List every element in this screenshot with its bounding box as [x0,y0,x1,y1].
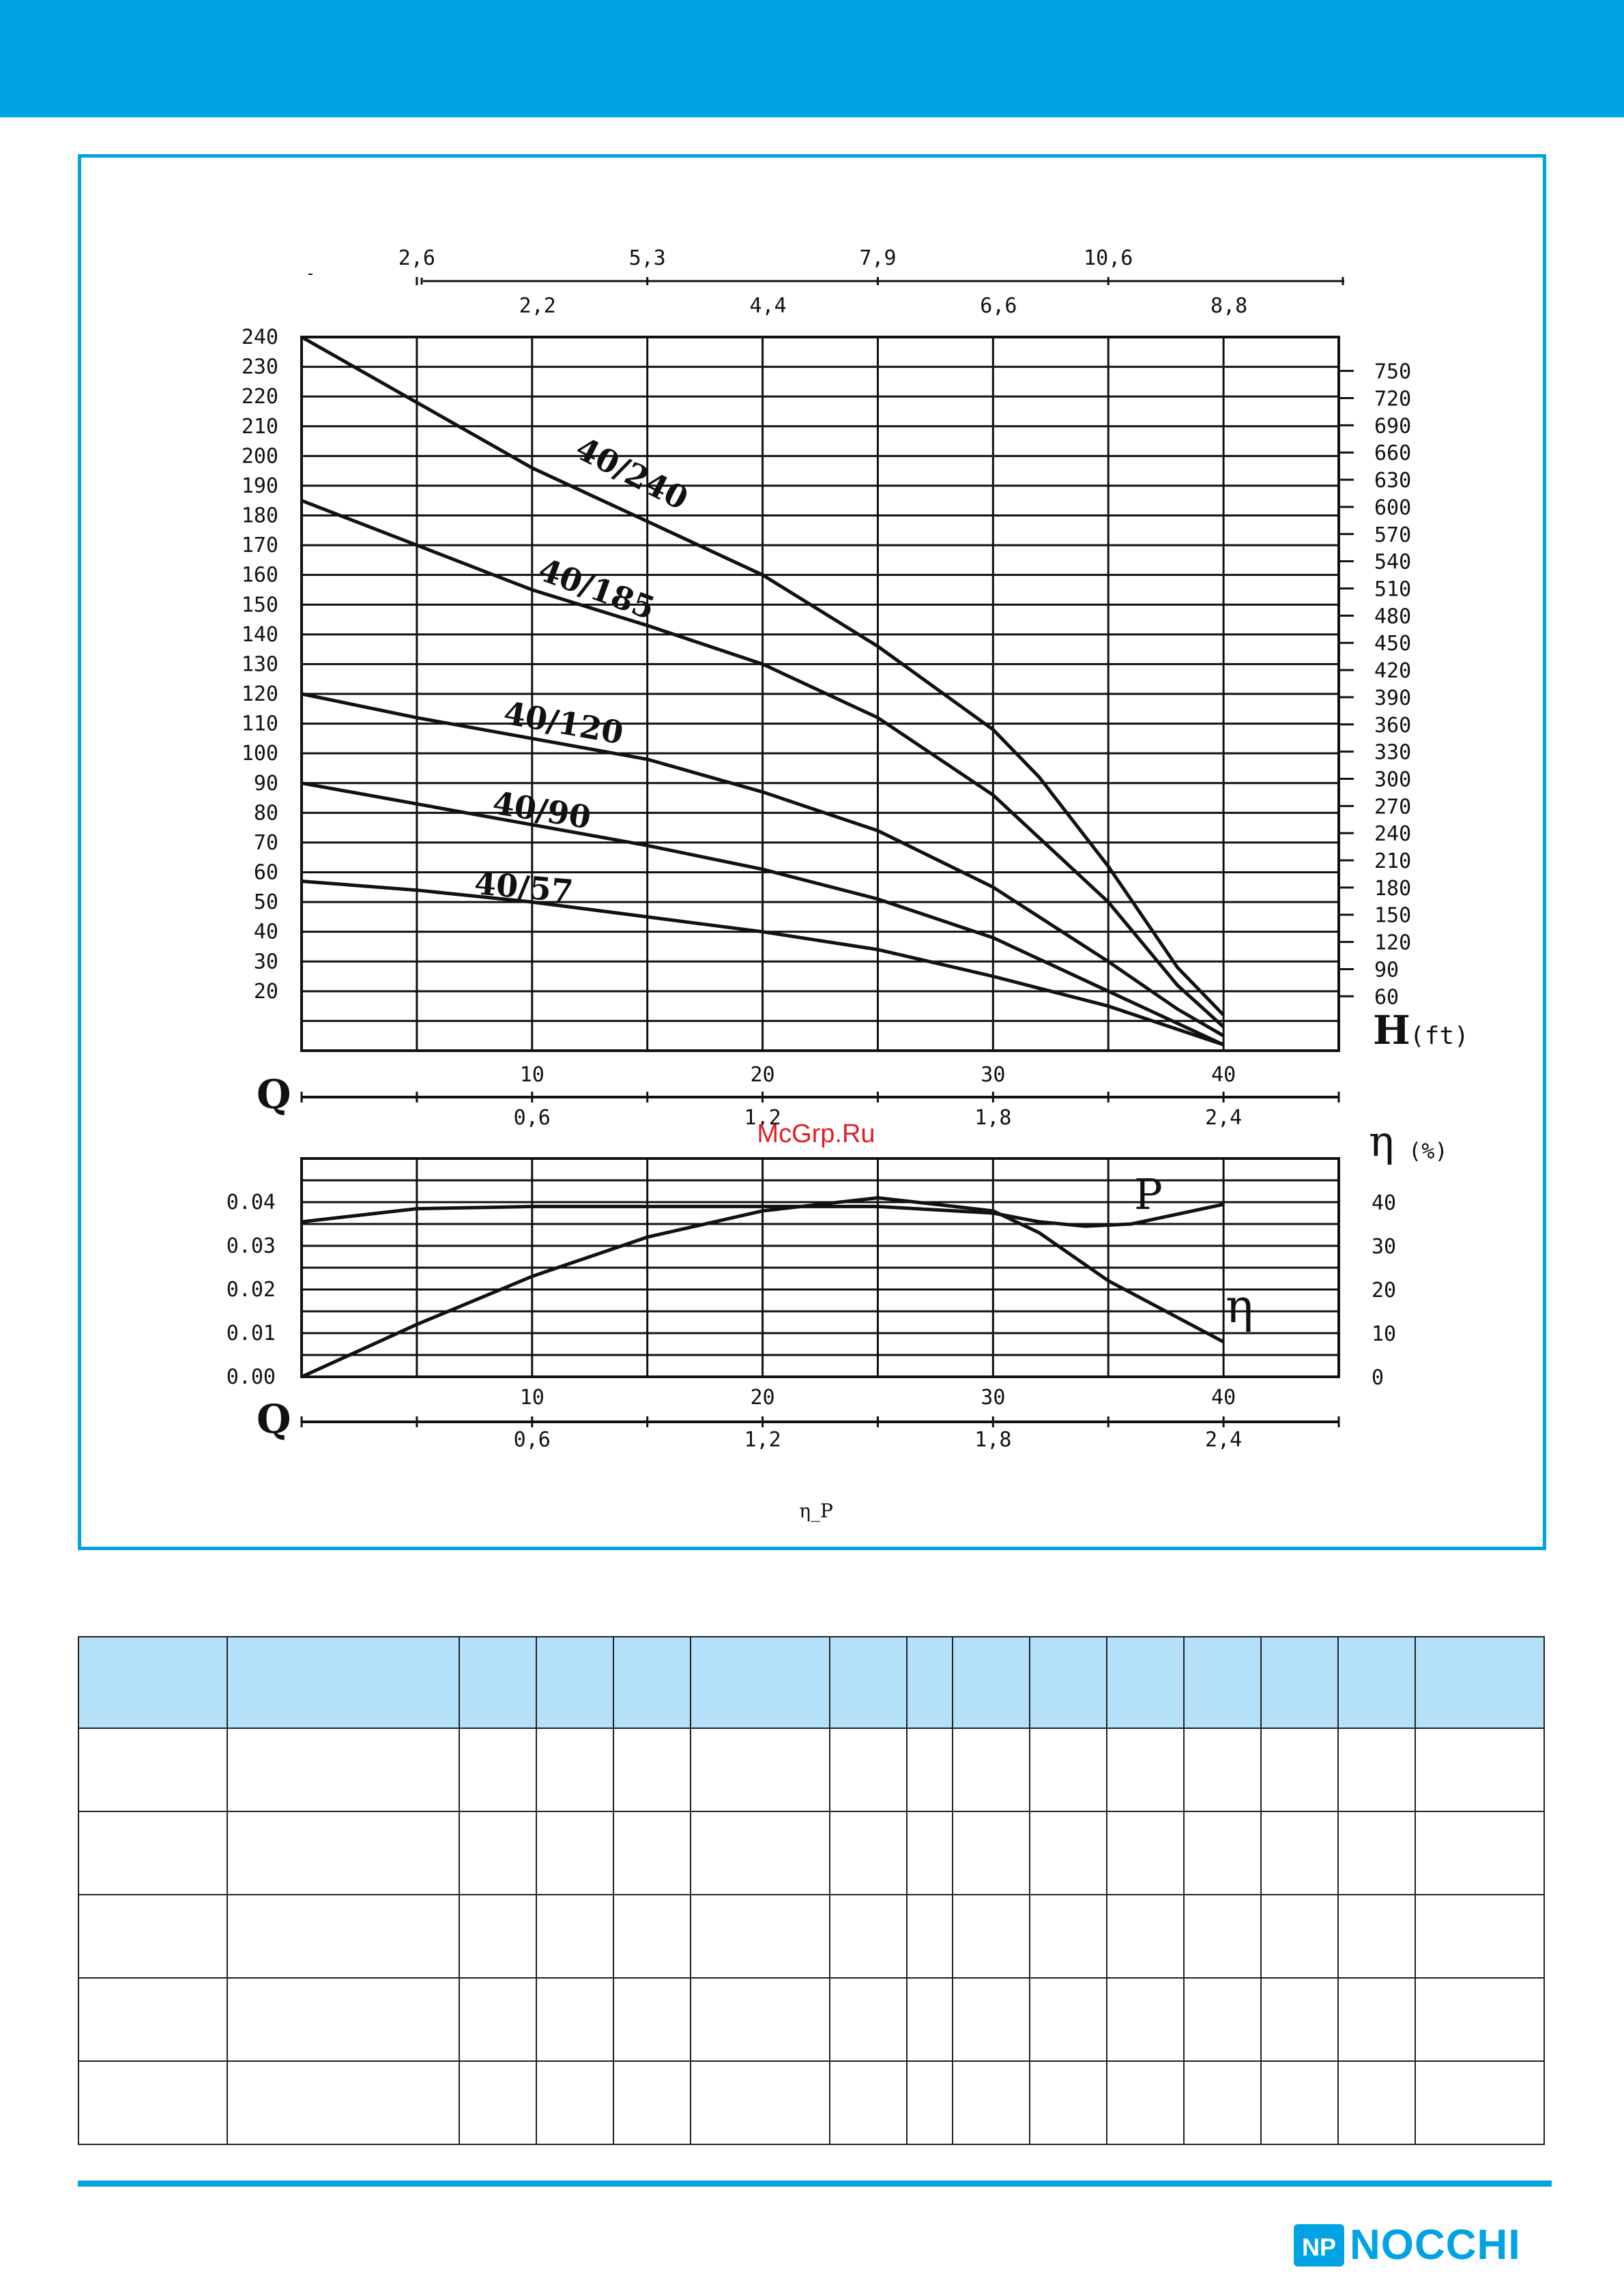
tick-label: 60 [1374,985,1400,1010]
tick-label: 40 [253,920,278,944]
tick-label: 240 [241,325,278,349]
tick-label: 420 [1374,659,1412,684]
tick-label: 600 [1374,495,1412,520]
axis-label: (ft) [1410,1022,1469,1050]
tick-label: 570 [1374,523,1412,547]
header-cell [227,1637,459,1728]
axis-label: H [1373,1007,1410,1053]
tick-label: 690 [1374,414,1412,439]
tick-label: 330 [1374,740,1412,765]
header-cell [953,1637,1030,1728]
header-cell [1338,1637,1415,1728]
tick-label: 120 [241,682,278,706]
tick-label: 90 [253,771,278,796]
tick-label: 200 [241,444,278,469]
tick-label: 230 [241,355,278,379]
brand-logo [1294,2221,1521,2269]
tick-label: 1,8 [974,1106,1012,1130]
tick-label: 30 [1372,1235,1397,1259]
tick-label: 0.01 [226,1322,276,1345]
table-row [78,1978,1544,2061]
tick-label: 30 [253,950,278,974]
table-row [78,1895,1544,1978]
footer-label: η_P [799,1500,833,1522]
tick-label: 30 [981,1063,1006,1087]
tick-label: 40 [1372,1191,1397,1215]
tick-label: 8,8 [1210,294,1248,318]
tick-label: 20 [750,1386,775,1410]
header-cell [536,1637,613,1728]
header-cell [1184,1637,1261,1728]
header-cell [907,1637,953,1728]
axis-label: η [1369,1116,1395,1166]
tick-label: 240 [1374,822,1412,847]
tick-label: 190 [241,473,278,498]
header-cell [1415,1637,1544,1728]
header-cell [1030,1637,1107,1728]
header-cell [78,1637,227,1728]
tick-label: 270 [1374,795,1412,819]
tick-label: 630 [1374,469,1412,493]
series-label: 40/185 [534,551,660,627]
tick-label: 360 [1374,713,1412,738]
header-cell [459,1637,536,1728]
svg-text:NP: NP [1301,2233,1337,2261]
tick-label: 4,4 [749,294,787,318]
tick-label: 40 [1211,1386,1236,1410]
tick-label: 2,4 [1205,1106,1243,1130]
watermark: McGrp.Ru [757,1120,875,1148]
tick-label: 130 [241,652,278,677]
tick-label: 2,6 [398,246,435,270]
tick-label: 220 [241,385,278,409]
header-cell [830,1637,907,1728]
table-row [78,1811,1544,1895]
tick-label: 120 [1374,931,1412,955]
tick-label: 40 [1211,1063,1236,1087]
tick-label: 170 [241,534,278,558]
tick-label: 0.00 [226,1365,276,1389]
tick-label: 100 [241,742,278,766]
tick-label: 20 [750,1063,775,1087]
series-label: P [1134,1169,1163,1219]
tick-label: 180 [241,504,278,528]
tick-label: 60 [253,860,278,885]
header-cell [691,1637,830,1728]
tick-label: 2,4 [1205,1428,1243,1452]
tick-label: 0 [1372,1366,1384,1390]
tick-label: 6,6 [980,294,1017,318]
header-cell [613,1637,691,1728]
tick-label: 90 [1374,958,1400,982]
tick-label: 660 [1374,441,1412,466]
tick-label: 510 [1374,577,1412,602]
tick-label: 80 [253,801,278,826]
tick-label: 750 [1374,360,1412,384]
table-row [78,1728,1544,1811]
series-label: 40/240 [570,429,695,518]
tick-label: 10 [519,1386,545,1410]
series-label: 40/57 [473,864,575,910]
tick-label: 160 [241,563,278,587]
table-row [78,2061,1544,2144]
logo-mark-icon [1294,2224,1344,2266]
tick-label: 0,6 [513,1106,551,1130]
tick-label: 70 [253,830,278,855]
tick-label: 0.04 [226,1191,276,1214]
footer-rule [78,2181,1552,2187]
header-cell [1261,1637,1338,1728]
tick-label: 0,6 [513,1428,551,1452]
tick-label: 20 [1372,1279,1397,1302]
tick-label: 10,6 [1084,246,1133,270]
axis-label: (%) [1408,1138,1448,1164]
tick-label: 0.02 [226,1278,276,1302]
tick-label: 450 [1374,632,1412,656]
tick-label: 20 [253,979,278,1004]
tick-label: 540 [1374,550,1412,574]
series-label: η [1226,1280,1253,1334]
tick-label: 50 [253,890,278,915]
tick-label: 150 [241,593,278,617]
tick-label: 140 [241,622,278,647]
tick-label: 0.03 [226,1234,276,1258]
tick-label: 10 [519,1063,545,1087]
tick-label: 10 [1372,1322,1397,1346]
tick-label: 30 [981,1386,1006,1410]
tick-label: 210 [1374,849,1412,874]
tick-label: 390 [1374,686,1412,710]
tick-label: 300 [1374,768,1412,792]
tick-label: 7,9 [859,246,897,270]
axis-label: Q [257,1396,291,1442]
tick-label: 1,8 [974,1428,1012,1452]
tick-label: 1,2 [744,1428,781,1452]
tick-label: 210 [241,414,278,439]
tick-label: 720 [1374,387,1412,411]
tick-label: 2,2 [519,294,556,318]
tick-label: 110 [241,712,278,736]
tick-label: 480 [1374,604,1412,629]
axis-label: Q [257,1071,291,1118]
series-label: 40/120 [501,694,626,752]
tick-label: 5,3 [628,246,666,270]
header-cell [1107,1637,1184,1728]
pump-spec-table [78,1636,1545,2145]
brand-name: NOCCHI [1350,2221,1521,2269]
tick-label: 150 [1374,903,1412,928]
tick-label: 180 [1374,876,1412,901]
series-label: 40/90 [490,784,594,836]
tick-label: 1,2 [744,1106,781,1130]
